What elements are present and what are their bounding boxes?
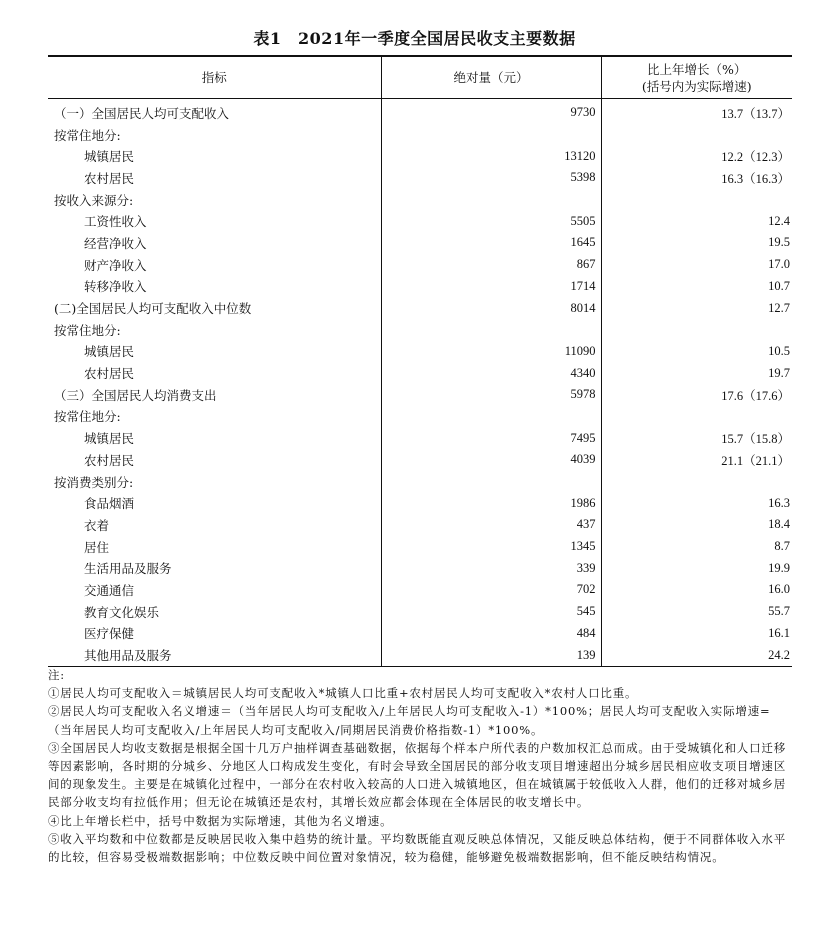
row-value: 9730	[381, 99, 601, 124]
row-value	[381, 124, 601, 146]
header-growth-line1: 比上年增长（%）	[647, 61, 747, 77]
row-label: 按收入来源分:	[54, 192, 134, 208]
row-label: 按常住地分:	[54, 127, 121, 143]
row-growth	[601, 406, 792, 428]
table-row	[48, 254, 792, 276]
row-value	[381, 189, 601, 211]
table-row	[48, 124, 792, 146]
row-growth	[601, 319, 792, 341]
table-body	[48, 99, 792, 667]
row-growth: 18.4	[601, 514, 792, 536]
row-value: 702	[381, 579, 601, 601]
row-growth	[601, 471, 792, 493]
row-value: 139	[381, 644, 601, 666]
note-1: ①居民人均可支配收入＝城镇居民人均可支配收入*城镇人口比重+农村居民人均可支配收入*农村人口比重。	[48, 686, 638, 701]
row-value: 5398	[381, 167, 601, 189]
row-growth: 12.7	[601, 297, 792, 319]
row-label: 按常住地分:	[54, 322, 121, 338]
row-label: 食品烟酒	[84, 496, 135, 512]
row-label: （一）全国居民人均可支配收入	[54, 105, 230, 121]
row-growth: 21.1（21.1）	[601, 449, 792, 471]
table-row	[48, 427, 792, 449]
row-value: 1986	[381, 492, 601, 514]
header-growth	[601, 56, 792, 99]
row-growth: 12.4	[601, 210, 792, 232]
row-growth: 10.7	[601, 276, 792, 298]
row-label: 财产净收入	[84, 257, 147, 273]
row-label: 农村居民	[84, 366, 135, 382]
row-value: 5978	[381, 384, 601, 406]
table-row	[48, 579, 792, 601]
table-row	[48, 145, 792, 167]
row-growth: 16.0	[601, 579, 792, 601]
table-row	[48, 189, 792, 211]
row-label: 衣着	[84, 517, 110, 533]
row-growth	[601, 124, 792, 146]
row-value: 7495	[381, 427, 601, 449]
row-growth: 8.7	[601, 536, 792, 558]
row-growth: 19.9	[601, 557, 792, 579]
table-row	[48, 514, 792, 536]
table-header-row	[48, 56, 792, 99]
row-growth: 16.3（16.3）	[601, 167, 792, 189]
notes-section	[48, 666, 792, 866]
table-row	[48, 210, 792, 232]
header-absolute-value: 绝对量（元）	[381, 56, 601, 99]
row-value: 1645	[381, 232, 601, 254]
row-growth: 17.0	[601, 254, 792, 276]
row-label: 农村居民	[84, 452, 135, 468]
table-row	[48, 384, 792, 406]
header-indicator: 指标	[48, 56, 381, 99]
row-value: 5505	[381, 210, 601, 232]
table-row	[48, 341, 792, 363]
row-label: 医疗保健	[84, 626, 135, 642]
note-5: ⑤收入平均数和中位数都是反映居民收入集中趋势的统计量。平均数既能直观反映总体情况，又能反映总体结构，便于不同群体收入水平的比较，但容易受极端数据影响；中位数反映中间位置对象情况，较为稳健，能够避免极端数据影响，但不能反映结构情况。	[48, 831, 786, 865]
income-expenditure-table	[48, 55, 792, 667]
row-label: 城镇居民	[84, 344, 135, 360]
row-growth: 19.7	[601, 362, 792, 384]
table-row	[48, 276, 792, 298]
row-value: 4340	[381, 362, 601, 384]
row-label: 按消费类别分:	[54, 474, 134, 490]
row-value	[381, 319, 601, 341]
table-row	[48, 362, 792, 384]
row-growth: 55.7	[601, 601, 792, 623]
row-growth: 16.3	[601, 492, 792, 514]
row-label: 生活用品及服务	[84, 561, 172, 577]
row-growth: 15.7（15.8）	[601, 427, 792, 449]
row-value: 545	[381, 601, 601, 623]
note-3: ③全国居民人均收支数据是根据全国十几万户抽样调查基础数据，依据每个样本户所代表的户数加权汇总而成。由于受城镇化和人口迁移等因素影响，各时期的分城乡、分地区人口构成发生变化，有时会导致全国居民的部分收支项目增速超出分城乡居民相应收支项目增速区间的现象发生。主要是在城镇化过程中，一部分在农村收入较高的人口进入城镇地区，但在城镇属于较低收入人群，他们的迁移对城乡居民部分收支均有拉低作用；但无论在城镇还是农村，其增长效应都会体现在全体居民的收支增长中。	[48, 740, 786, 810]
table-row	[48, 623, 792, 645]
row-label: 经营净收入	[84, 235, 147, 251]
table-row	[48, 297, 792, 319]
row-label: 居住	[84, 539, 110, 555]
table-row	[48, 471, 792, 493]
row-value: 339	[381, 557, 601, 579]
table-row	[48, 319, 792, 341]
row-value: 1345	[381, 536, 601, 558]
row-value: 8014	[381, 297, 601, 319]
note-4: ④比上年增长栏中，括号中数据为实际增速，其他为名义增速。	[48, 813, 393, 828]
header-growth-line2: (括号内为实际增速)	[641, 78, 752, 94]
row-label: 交通通信	[84, 582, 135, 598]
row-value: 11090	[381, 341, 601, 363]
row-label: (二)全国居民人均可支配收入中位数	[54, 301, 252, 317]
row-growth: 16.1	[601, 623, 792, 645]
row-label: 城镇居民	[84, 149, 135, 165]
row-label: 转移净收入	[84, 279, 147, 295]
table-row	[48, 644, 792, 666]
row-value: 484	[381, 623, 601, 645]
table-row	[48, 232, 792, 254]
row-value: 867	[381, 254, 601, 276]
table-title: 表1 2021年一季度全国居民收支主要数据	[253, 29, 576, 48]
table-row	[48, 492, 792, 514]
row-growth: 19.5	[601, 232, 792, 254]
table-row	[48, 406, 792, 428]
row-label: 农村居民	[84, 170, 135, 186]
row-value: 4039	[381, 449, 601, 471]
row-label: 按常住地分:	[54, 409, 121, 425]
row-label: （三）全国居民人均消费支出	[54, 387, 217, 403]
row-value: 437	[381, 514, 601, 536]
row-value: 13120	[381, 145, 601, 167]
row-label: 工资性收入	[84, 214, 147, 230]
row-growth: 13.7（13.7）	[601, 99, 792, 124]
row-value	[381, 471, 601, 493]
row-growth: 12.2（12.3）	[601, 145, 792, 167]
row-growth: 24.2	[601, 644, 792, 666]
row-value: 1714	[381, 276, 601, 298]
table-row	[48, 449, 792, 471]
row-label: 教育文化娱乐	[84, 604, 160, 620]
table-row	[48, 601, 792, 623]
table-row	[48, 557, 792, 579]
table-row	[48, 536, 792, 558]
row-label: 城镇居民	[84, 431, 135, 447]
row-growth	[601, 189, 792, 211]
row-growth: 17.6（17.6）	[601, 384, 792, 406]
notes-heading: 注:	[48, 668, 65, 682]
row-value	[381, 406, 601, 428]
note-2: ②居民人均可支配收入名义增速＝（当年居民人均可支配收入/上年居民人均可支配收入-1）*100%；居民人均可支配收入实际增速=（当年居民人均可支配收入/上年居民人均可支配收入/同期居民消费价格指数-1）*100%。	[48, 704, 771, 737]
row-growth: 10.5	[601, 341, 792, 363]
row-label: 其他用品及服务	[48, 644, 381, 666]
table-row	[48, 99, 792, 124]
table-row	[48, 167, 792, 189]
